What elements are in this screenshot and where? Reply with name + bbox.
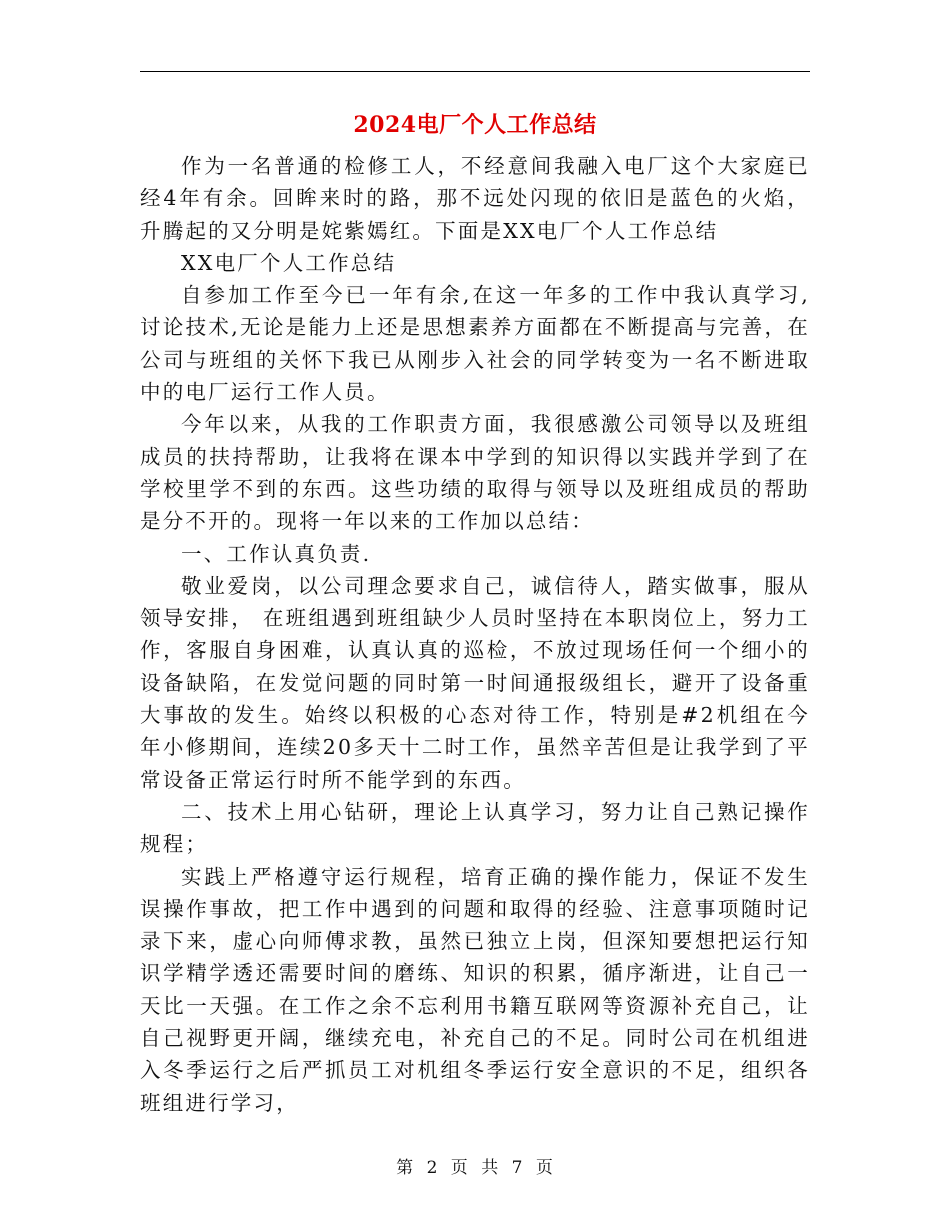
paragraph-overview: 自参加工作至今已一年有余,在这一年多的工作中我认真学习,讨论技术,无论是能力上还是思想素养方面都在不断提高与完善，在公司与班组的关怀下我已从刚步入社会的同学转变为一名不断进取中的电厂运行工作人员。	[140, 283, 810, 405]
paragraph-section-1: 敬业爱岗，以公司理念要求自己，诚信待人，踏实做事，服从领导安排， 在班组遇到班组缺少人员时坚持在本职岗位上，努力工作，客服自身困难，认真认真的巡检，不放过现场任何一个细小的设备缺陷，在发觉问题的同时第一时间通报级组长，避开了设备重大事故的发生。始终以积极的心态对待工作，特别是#2机组在今年小修期间，连续20多天十二时工作，虽然辛苦但是让我学到了平常设备正常运行时所不能学到的东西。	[140, 573, 810, 792]
footer-label-total: 共	[481, 1158, 500, 1178]
footer-label-unit2: 页	[535, 1158, 554, 1178]
section-heading-2: 二、技术上用心钻研，理论上认真学习，努力让自己熟记操作规程；	[140, 799, 810, 857]
page-number-footer	[0, 1153, 950, 1178]
section-heading-1: 一、工作认真负责.	[181, 541, 372, 566]
header-rule	[140, 71, 810, 72]
footer-label-page: 第	[396, 1158, 415, 1178]
paragraph-section-2: 实践上严格遵守运行规程，培育正确的操作能力，保证不发生误操作事故，把工作中遇到的问题和取得的经验、注意事项随时记录下来，虚心向师傅求教，虽然已独立上岗，但深知要想把运行知识学精学透还需要时间的磨练、知识的积累，循序渐进，让自己一天比一天强。在工作之余不忘利用书籍互联网等资源补充自己，让自己视野更开阔，继续充电，补充自己的不足。同时公司在机组进入冬季运行之后严抓员工对机组冬季运行安全意识的不足，组织各班组进行学习，	[140, 864, 810, 1115]
footer-total-pages: 7	[511, 1158, 524, 1178]
document-body	[140, 150, 810, 1119]
paragraph-thanks: 今年以来，从我的工作职责方面，我很感激公司领导以及班组成员的扶持帮助，让我将在课本中学到的知识得以实践并学到了在学校里学不到的东西。这些功绩的取得与领导以及班组成员的帮助是分不开的。现将一年以来的工作加以总结：	[140, 412, 810, 534]
document-title: 2024电厂个人工作总结	[353, 112, 597, 138]
paragraph-subtitle: XX电厂个人工作总结	[181, 250, 397, 275]
paragraph-intro: 作为一名普通的检修工人，不经意间我融入电厂这个大家庭已经4年有余。回眸来时的路，那不远处闪现的依旧是蓝色的火焰，升腾起的又分明是姹紫嫣红。下面是XX电厂个人工作总结	[140, 154, 810, 243]
footer-label-unit: 页	[450, 1158, 469, 1178]
footer-current-page: 2	[426, 1158, 439, 1178]
